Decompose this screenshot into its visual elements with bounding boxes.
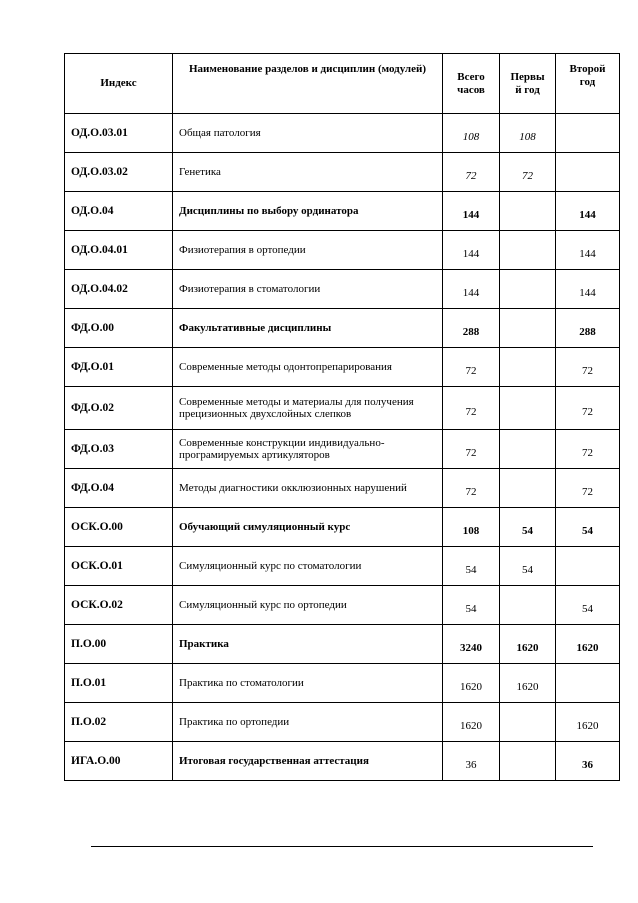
row-index: ОД.О.04.02 xyxy=(65,270,173,309)
table-row xyxy=(65,547,620,586)
row-name: Симуляционный курс по ортопедии xyxy=(173,586,443,625)
row-total: 54 xyxy=(443,547,500,586)
row-total: 72 xyxy=(443,348,500,387)
row-name: Факультативные дисциплины xyxy=(173,309,443,348)
row-index: ОСК.О.01 xyxy=(65,547,173,586)
row-first-year xyxy=(500,387,556,430)
row-total: 288 xyxy=(443,309,500,348)
row-index: ОД.О.03.02 xyxy=(65,153,173,192)
header-first-year: Первы й год xyxy=(500,54,556,114)
row-second-year xyxy=(556,664,620,703)
row-total: 54 xyxy=(443,586,500,625)
row-first-year xyxy=(500,430,556,469)
table-row xyxy=(65,348,620,387)
header-total: Всего часов xyxy=(443,54,500,114)
row-first-year: 54 xyxy=(500,508,556,547)
row-second-year: 1620 xyxy=(556,625,620,664)
table-row xyxy=(65,625,620,664)
table-row xyxy=(65,270,620,309)
table-row xyxy=(65,231,620,270)
table-row xyxy=(65,508,620,547)
row-index: ОД.О.04 xyxy=(65,192,173,231)
row-name: Практика xyxy=(173,625,443,664)
row-index: П.О.00 xyxy=(65,625,173,664)
row-name: Генетика xyxy=(173,153,443,192)
row-index: ОСК.О.00 xyxy=(65,508,173,547)
row-first-year xyxy=(500,703,556,742)
row-name: Итоговая государственная аттестация xyxy=(173,742,443,781)
row-index: ФД.О.02 xyxy=(65,387,173,430)
row-total: 108 xyxy=(443,508,500,547)
row-second-year: 144 xyxy=(556,192,620,231)
row-second-year xyxy=(556,153,620,192)
row-total: 144 xyxy=(443,192,500,231)
row-total: 108 xyxy=(443,114,500,153)
row-total: 72 xyxy=(443,153,500,192)
row-first-year: 108 xyxy=(500,114,556,153)
table-row xyxy=(65,742,620,781)
row-name: Общая патология xyxy=(173,114,443,153)
row-first-year xyxy=(500,231,556,270)
table-row xyxy=(65,430,620,469)
row-total: 72 xyxy=(443,430,500,469)
row-index: П.О.02 xyxy=(65,703,173,742)
row-name: Дисциплины по выбору ординатора xyxy=(173,192,443,231)
row-total: 36 xyxy=(443,742,500,781)
table-row xyxy=(65,192,620,231)
header-second-year: Второй год xyxy=(556,54,620,114)
table-row xyxy=(65,703,620,742)
table-row xyxy=(65,114,620,153)
curriculum-table xyxy=(64,53,620,781)
row-second-year: 54 xyxy=(556,586,620,625)
row-index: ИГА.О.00 xyxy=(65,742,173,781)
table-row xyxy=(65,664,620,703)
row-index: П.О.01 xyxy=(65,664,173,703)
row-index: ФД.О.03 xyxy=(65,430,173,469)
table-row xyxy=(65,469,620,508)
row-index: ФД.О.00 xyxy=(65,309,173,348)
row-name: Физиотерапия в ортопедии xyxy=(173,231,443,270)
row-name: Физиотерапия в стоматологии xyxy=(173,270,443,309)
row-second-year: 36 xyxy=(556,742,620,781)
header-row xyxy=(65,54,620,114)
row-name: Современные методы и материалы для получения прецизионных двухслойных слепков xyxy=(173,387,443,430)
row-second-year xyxy=(556,547,620,586)
row-index: ОД.О.04.01 xyxy=(65,231,173,270)
row-index: ОСК.О.02 xyxy=(65,586,173,625)
row-first-year: 54 xyxy=(500,547,556,586)
row-total: 144 xyxy=(443,270,500,309)
row-name: Современные методы одонтопрепарирования xyxy=(173,348,443,387)
row-second-year: 72 xyxy=(556,348,620,387)
row-index: ФД.О.01 xyxy=(65,348,173,387)
table-row xyxy=(65,586,620,625)
row-second-year xyxy=(556,114,620,153)
row-name: Обучающий симуляционный курс xyxy=(173,508,443,547)
row-second-year: 1620 xyxy=(556,703,620,742)
row-first-year xyxy=(500,348,556,387)
row-first-year xyxy=(500,742,556,781)
table-row xyxy=(65,309,620,348)
row-second-year: 144 xyxy=(556,231,620,270)
row-total: 144 xyxy=(443,231,500,270)
row-name: Симуляционный курс по стоматологии xyxy=(173,547,443,586)
row-first-year xyxy=(500,309,556,348)
table-row xyxy=(65,153,620,192)
row-index: ФД.О.04 xyxy=(65,469,173,508)
row-name: Практика по стоматологии xyxy=(173,664,443,703)
row-index: ОД.О.03.01 xyxy=(65,114,173,153)
row-second-year: 144 xyxy=(556,270,620,309)
row-first-year xyxy=(500,192,556,231)
row-first-year xyxy=(500,469,556,508)
row-name: Практика по ортопедии xyxy=(173,703,443,742)
row-first-year: 1620 xyxy=(500,664,556,703)
row-name: Современные конструкции индивидуально-програмируемых артикуляторов xyxy=(173,430,443,469)
row-total: 3240 xyxy=(443,625,500,664)
row-second-year: 288 xyxy=(556,309,620,348)
footer-rule xyxy=(91,846,593,847)
row-second-year: 72 xyxy=(556,430,620,469)
row-total: 1620 xyxy=(443,703,500,742)
row-first-year: 1620 xyxy=(500,625,556,664)
row-second-year: 72 xyxy=(556,387,620,430)
row-total: 72 xyxy=(443,387,500,430)
row-first-year xyxy=(500,270,556,309)
row-total: 1620 xyxy=(443,664,500,703)
row-total: 72 xyxy=(443,469,500,508)
row-second-year: 72 xyxy=(556,469,620,508)
table-row xyxy=(65,387,620,430)
header-index: Индекс xyxy=(65,54,173,114)
row-name: Методы диагностики окклюзионных нарушений xyxy=(173,469,443,508)
row-first-year: 72 xyxy=(500,153,556,192)
row-first-year xyxy=(500,586,556,625)
header-name: Наименование разделов и дисциплин (модулей) xyxy=(173,54,443,114)
row-second-year: 54 xyxy=(556,508,620,547)
